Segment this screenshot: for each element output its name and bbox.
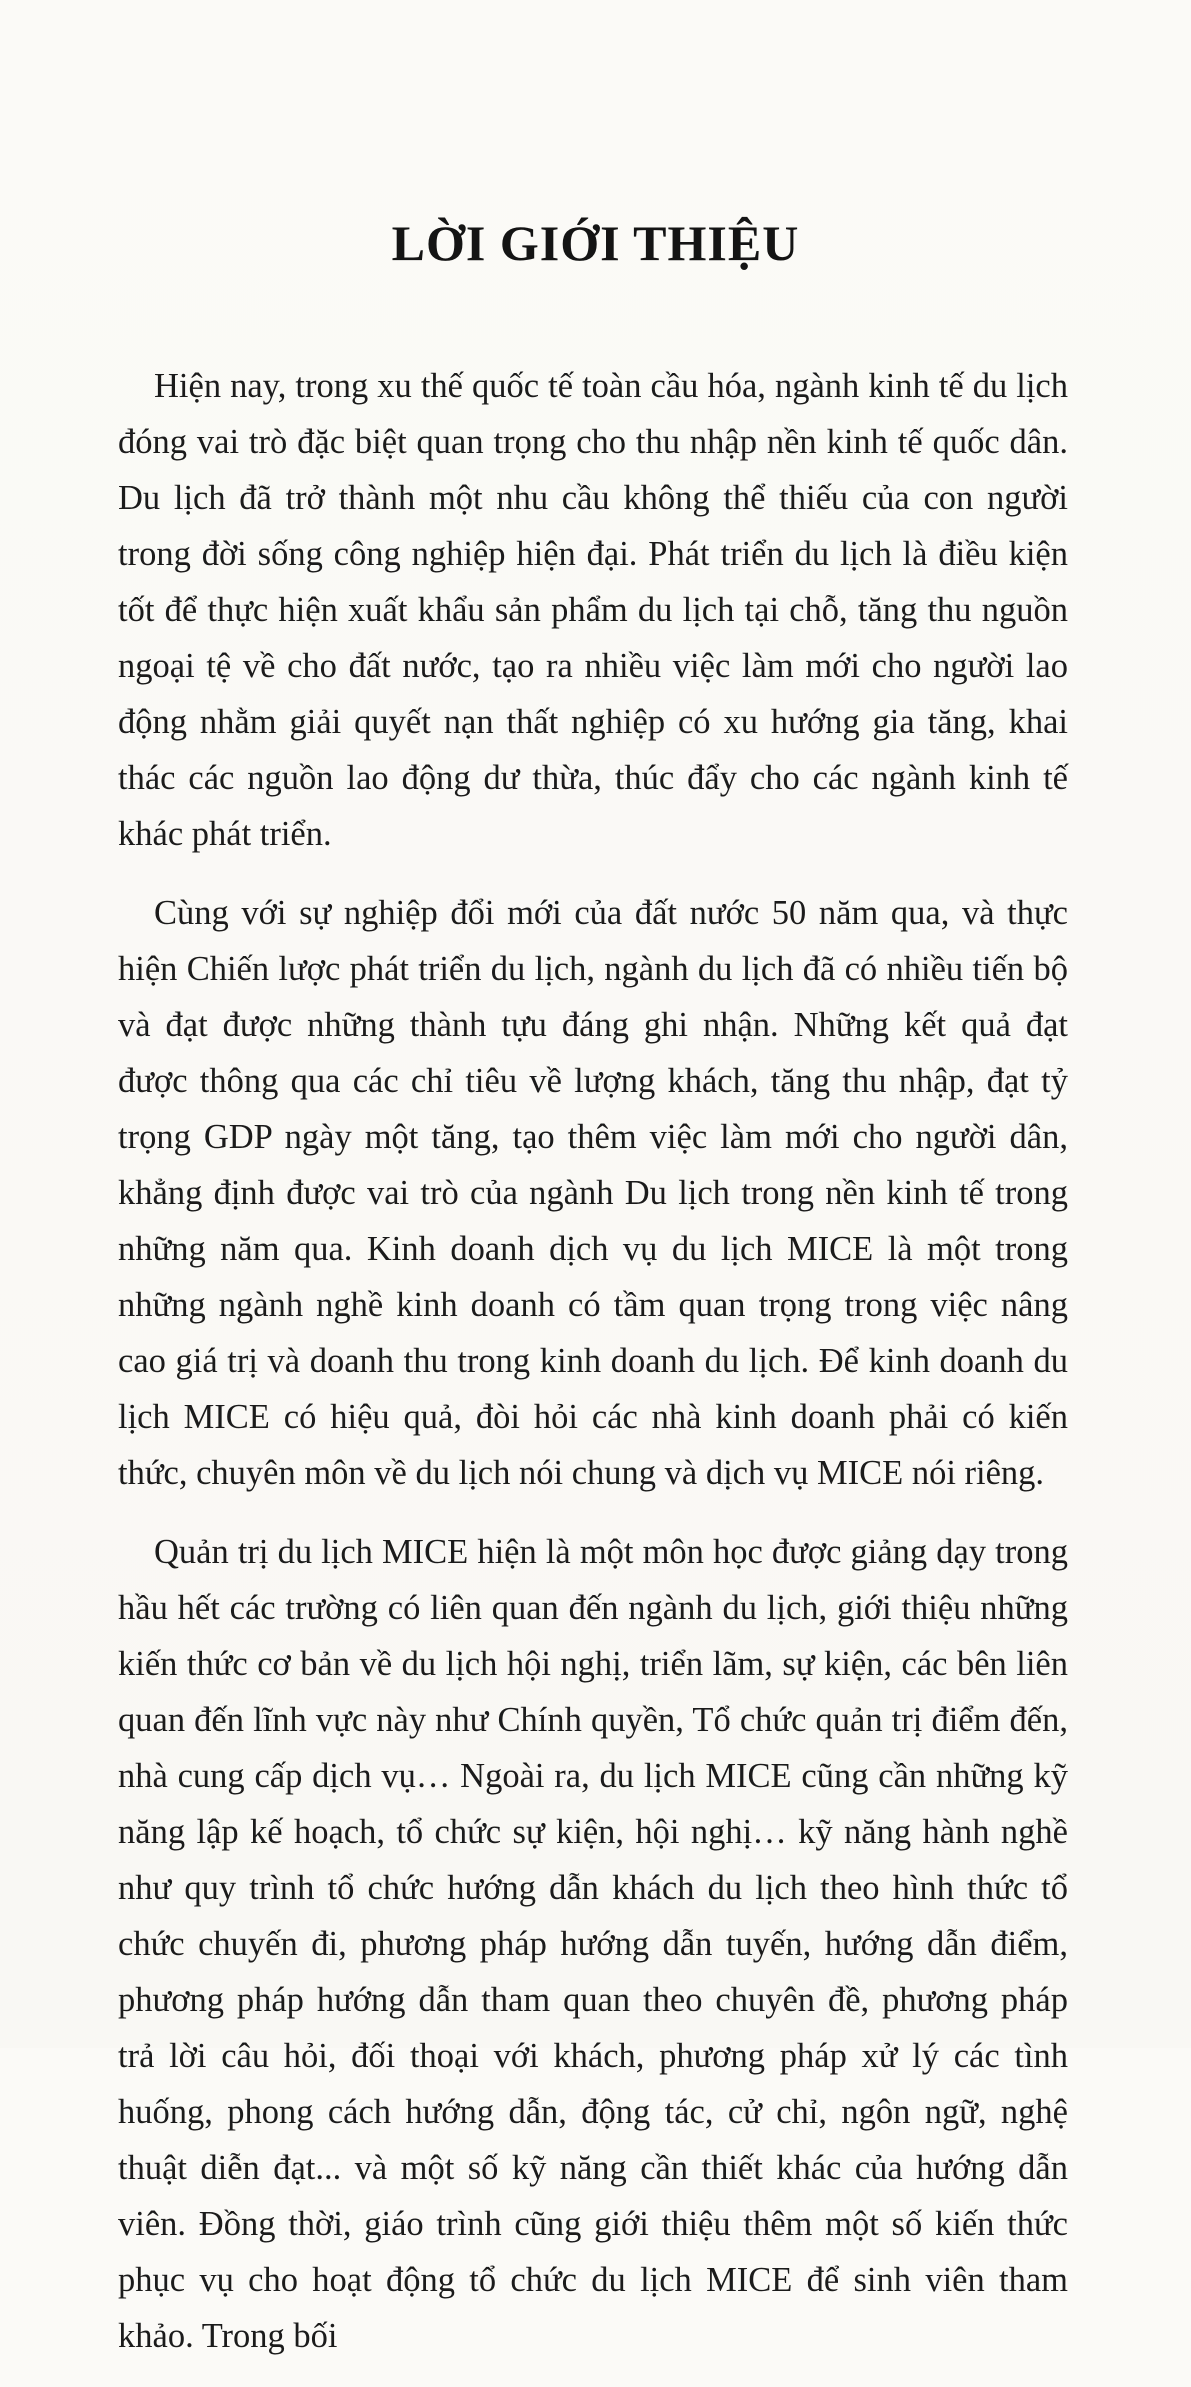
paragraph-2: Cùng với sự nghiệp đổi mới của đất nước 50 năm qua, và thực hiện Chiến lược phát triển du lịch, ngành du lịch đã có nhiều tiến bộ và đạt được những thành tựu đáng ghi nhận. Những kết quả đạt được thông qua các chỉ tiêu về lượng khách, tăng thu nhập, đạt tỷ trọng GDP ngày một tăng, tạo thêm việc làm mới cho người dân, khẳng định được vai trò của ngành Du lịch trong nền kinh tế trong những năm qua. Kinh doanh dịch vụ du lịch MICE là một trong những ngành nghề kinh doanh có tầm quan trọng trong việc nâng cao giá trị và doanh thu trong kinh doanh du lịch. Để kinh doanh du lịch MICE có hiệu quả, đòi hỏi các nhà kinh doanh phải có kiến thức, chuyên môn về du lịch nói chung và dịch vụ MICE nói riêng. xyxy=(118,894,1068,1492)
paragraph-1: Hiện nay, trong xu thế quốc tế toàn cầu hóa, ngành kinh tế du lịch đóng vai trò đặc biệt quan trọng cho thu nhập nền kinh tế quốc dân. Du lịch đã trở thành một nhu cầu không thể thiếu của con người trong đời sống công nghiệp hiện đại. Phát triển du lịch là điều kiện tốt để thực hiện xuất khẩu sản phẩm du lịch tại chỗ, tăng thu nguồn ngoại tệ về cho đất nước, tạo ra nhiều việc làm mới cho người lao động nhằm giải quyết nạn thất nghiệp có xu hướng gia tăng, khai thác các nguồn lao động dư thừa, thúc đẩy cho các ngành kinh tế khác phát triển. xyxy=(118,367,1068,853)
body-text xyxy=(118,358,1068,2387)
page-title: LỜI GIỚI THIỆU xyxy=(391,215,800,271)
paragraph-3: Quản trị du lịch MICE hiện là một môn học được giảng dạy trong hầu hết các trường có liên quan đến ngành du lịch, giới thiệu những kiến thức cơ bản về du lịch hội nghị, triển lãm, sự kiện, các bên liên quan đến lĩnh vực này như Chính quyền, Tổ chức quản trị điểm đến, nhà cung cấp dịch vụ… Ngoài ra, du lịch MICE cũng cần những kỹ năng lập kế hoạch, tổ chức sự kiện, hội nghị… kỹ năng hành nghề như quy trình tổ chức hướng dẫn khách du lịch theo hình thức tổ chức chuyến đi, phương pháp hướng dẫn tuyến, hướng dẫn điểm, phương pháp hướng dẫn tham quan theo chuyên đề, phương pháp trả lời câu hỏi, đối thoại với khách, phương pháp xử lý các tình huống, phong cách hướng dẫn, động tác, cử chỉ, ngôn ngữ, nghệ thuật diễn đạt... và một số kỹ năng cần thiết khác của hướng dẫn viên. Đồng thời, giáo trình cũng giới thiệu thêm một số kiến thức phục vụ cho hoạt động tổ chức du lịch MICE để sinh viên tham khảo. Trong bối xyxy=(118,1533,1068,2355)
